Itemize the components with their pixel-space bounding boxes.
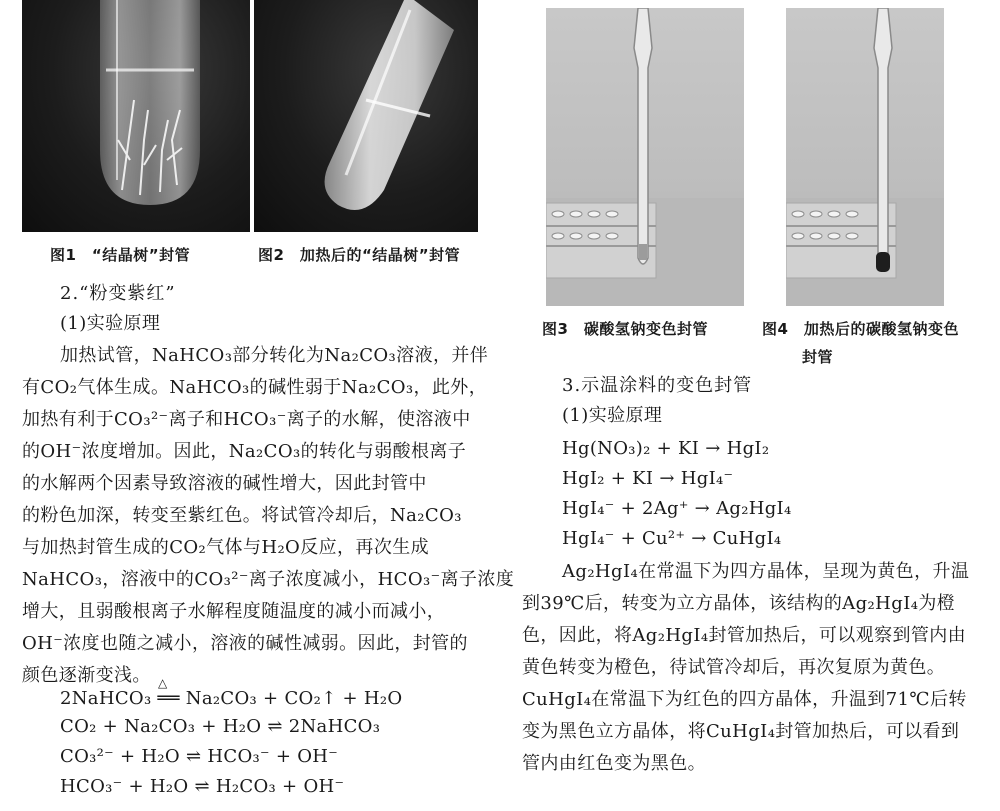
paragraph-line: 的粉色加深，转变至紫红色。将试管冷却后，Na₂CO₃ (22, 505, 462, 526)
figure-4-caption-continued: 封管 (802, 348, 834, 366)
paragraph-line: 加热试管，NaHCO₃部分转化为Na₂CO₃溶液，并伴 (60, 345, 489, 366)
figure-2-caption: 图2 加热后的“结晶树”封管 (258, 246, 461, 264)
equation-line: CO₃²⁻ + H₂O ⇌ HCO₃⁻ + OH⁻ (60, 746, 339, 767)
test-tube-illustration (22, 0, 250, 232)
section-title: 2.“粉变紫红” (60, 283, 176, 304)
paragraph-line: 到39℃后，转变为立方晶体，该结构的Ag₂HgI₄为橙 (522, 593, 956, 614)
figure-1-caption: 图1 “结晶树”封管 (50, 246, 191, 264)
equation-line: Hg(NO₃)₂ + KI → HgI₂ (562, 438, 770, 459)
paragraph-line: 的OH⁻浓度增加。因此，Na₂CO₃的转化与弱酸根离子 (22, 441, 467, 462)
photo-heated-sodium-bicarbonate-tube (786, 8, 944, 306)
subsection-title: (1)实验原理 (60, 313, 161, 334)
heat-symbol: △ (158, 676, 168, 690)
figure-3-caption: 图3 碳酸氢钠变色封管 (542, 320, 708, 338)
subsection-title: (1)实验原理 (562, 405, 663, 426)
paragraph-line: 变为黑色立方晶体，将CuHgI₄封管加热后，可以看到 (522, 721, 960, 742)
equation-line: HgI₄⁻ + Cu²⁺ → CuHgI₄ (562, 528, 782, 549)
section-title: 3.示温涂料的变色封管 (562, 375, 753, 396)
photo-sodium-bicarbonate-tube (546, 8, 744, 306)
equation-line: HCO₃⁻ + H₂O ⇌ H₂CO₃ + OH⁻ (60, 776, 345, 797)
equation-line: 2NaHCO₃ ══ Na₂CO₃ + CO₂↑ + H₂O (60, 688, 403, 709)
paragraph-line: 的水解两个因素导致溶液的碱性增大，因此封管中 (22, 473, 427, 494)
paragraph-line: OH⁻浓度也随之减小，溶液的碱性减弱。因此，封管的 (22, 633, 468, 654)
paragraph-line: CuHgI₄在常温下为红色的四方晶体，升温到71℃后转 (522, 689, 967, 710)
paragraph-line: 管内由红色变为黑色。 (522, 753, 706, 774)
photo-crystal-tree-tube (22, 0, 250, 232)
paragraph-line: 颜色逐渐变浅。 (22, 665, 151, 686)
paragraph-line: Ag₂HgI₄在常温下为四方晶体，呈现为黄色，升温 (562, 561, 970, 582)
test-tube-rack-illustration (786, 8, 944, 306)
paragraph-line: 加热有利于CO₃²⁻离子和HCO₃⁻离子的水解，使溶液中 (22, 409, 471, 430)
equation-line: CO₂ + Na₂CO₃ + H₂O ⇌ 2NaHCO₃ (60, 716, 381, 737)
test-tube-illustration (254, 0, 478, 232)
paragraph-line: 有CO₂气体生成。NaHCO₃的碱性弱于Na₂CO₃，此外， (22, 377, 488, 398)
paragraph-line: 增大，且弱酸根离子水解程度随温度的减小而减小， (22, 601, 446, 622)
paragraph-line: 与加热封管生成的CO₂气体与H₂O反应，再次生成 (22, 537, 430, 558)
figure-4-caption: 图4 加热后的碳酸氢钠变色 (762, 320, 959, 338)
test-tube-rack-illustration (546, 8, 744, 306)
paragraph-line: NaHCO₃，溶液中的CO₃²⁻离子浓度减小，HCO₃⁻离子浓度 (22, 569, 515, 590)
paragraph-line: 色，因此，将Ag₂HgI₄封管加热后，可以观察到管内由 (522, 625, 967, 646)
equation-line: HgI₄⁻ + 2Ag⁺ → Ag₂HgI₄ (562, 498, 792, 519)
photo-heated-crystal-tree-tube (254, 0, 478, 232)
paragraph-line: 黄色转变为橙色，待试管冷却后，再次复原为黄色。 (522, 657, 946, 678)
equation-line: HgI₂ + KI → HgI₄⁻ (562, 468, 734, 489)
